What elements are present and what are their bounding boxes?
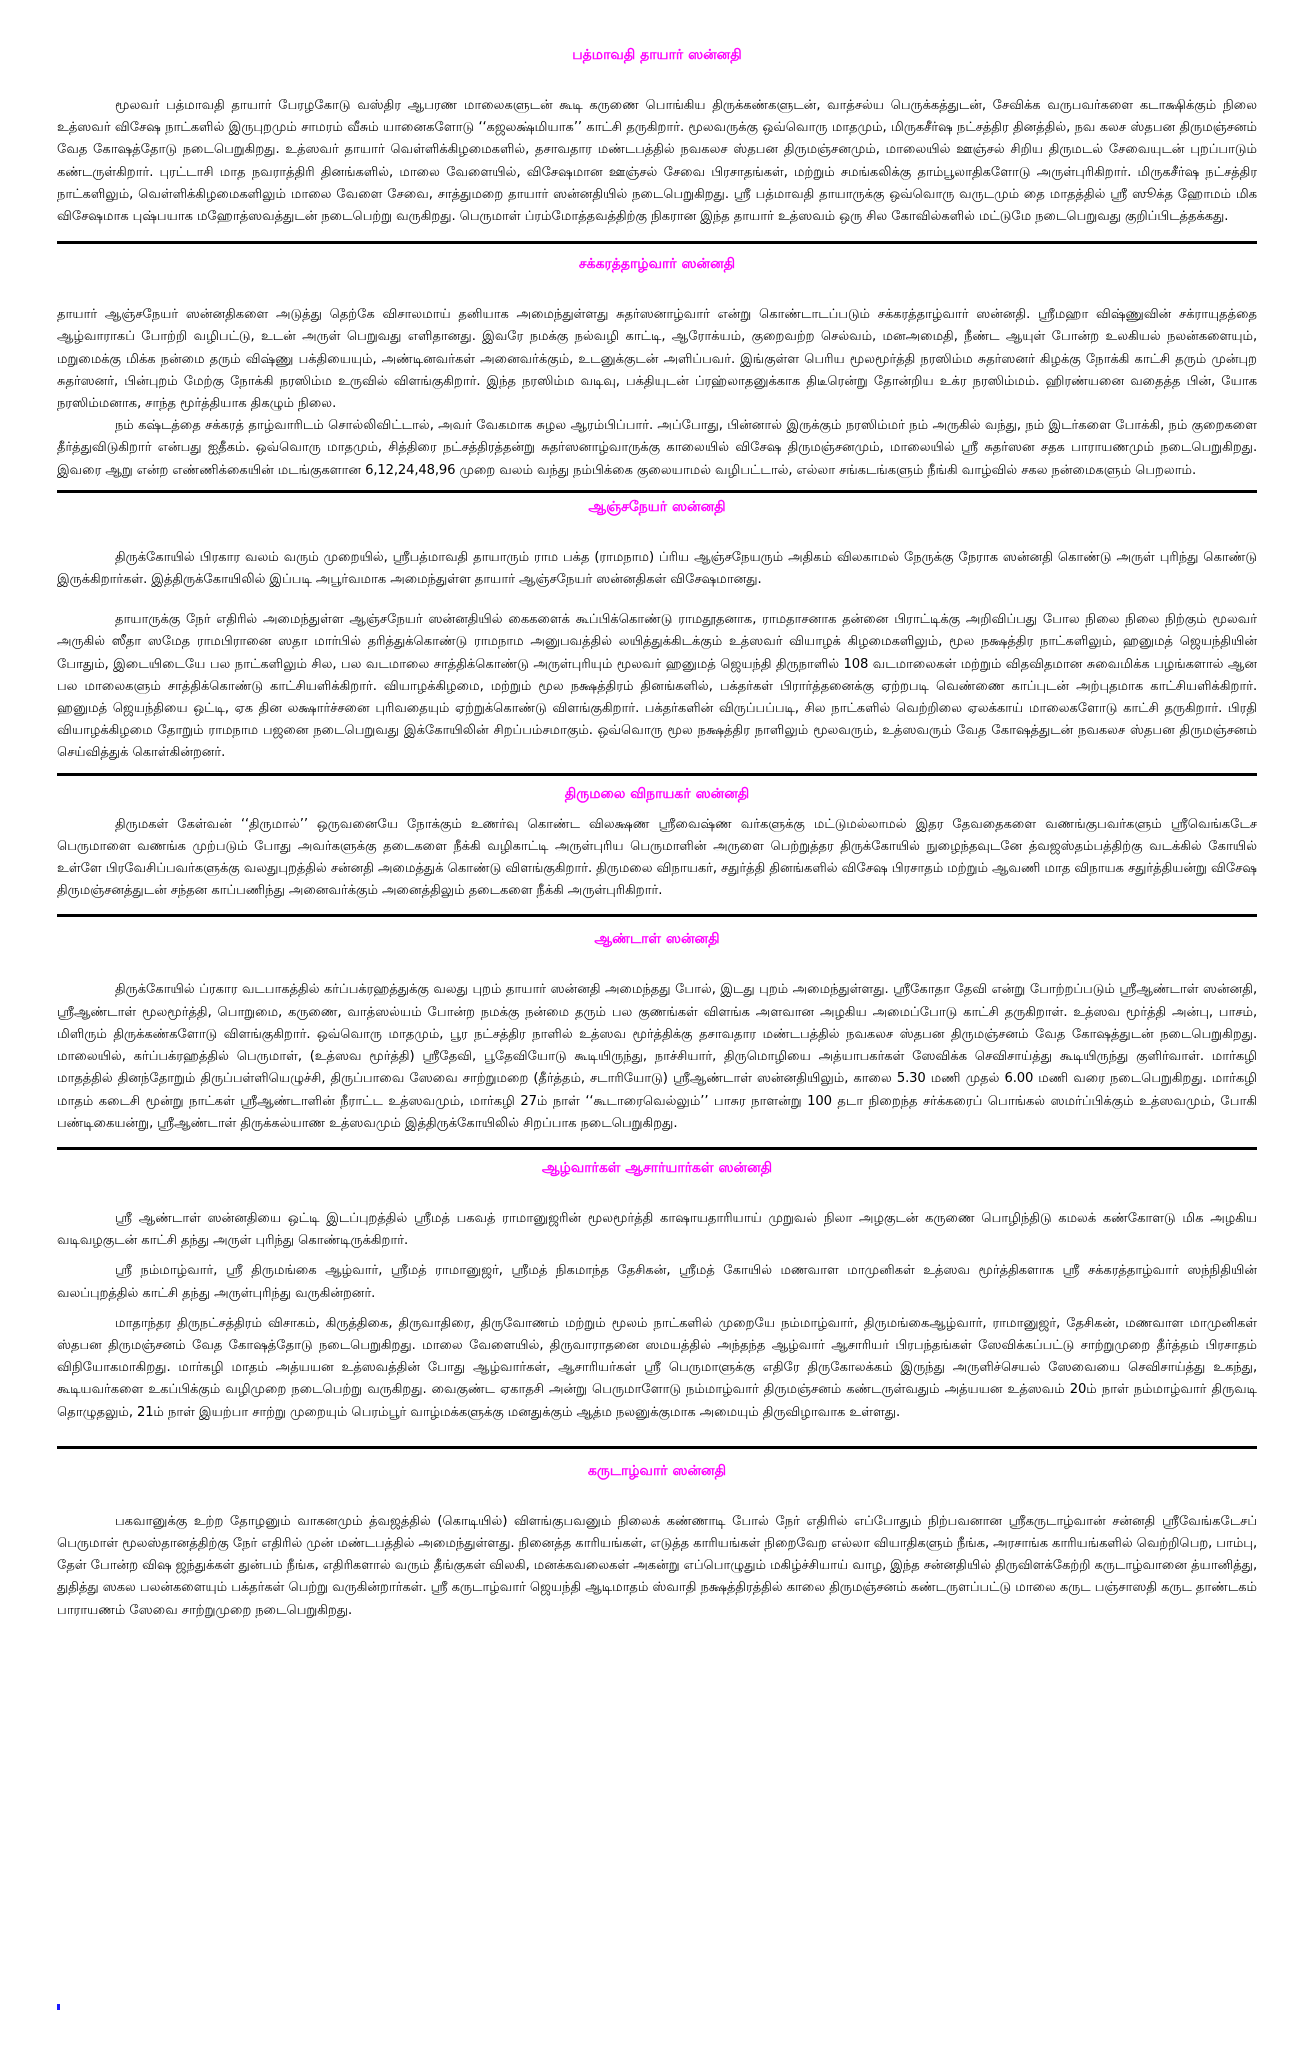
section-paragraph: மாதாந்தர திருநட்சத்திரம் விசாகம், கிருத்திகை, திருவாதிரை, திருவோணம் மற்றும் மூலம் நாட்களில் முறையே நம்மாழ்வார், திருமங்கைஆழ்வார், ராமானுஜர், தேசிகன், மணவாள மாமுனிகள் ஸ்தபன திருமஞ்சனம் வேத கோஷத்தோடு நடைபெறுகிறது. மாலை வேளையில், திருவாராதனை ஸமயத்தில் அந்தந்த ஆழ்வார் ஆசாரியர் பிரபந்தங்கள் ஸேவிக்கப்பட்டு சாற்றுமுறை தீர்த்தம் பிரசாதம் விநியோகமாகிறது. மார்கழி மாதம் அத்யயன உத்ஸவத்தின் போது ஆழ்வார்கள், ஆசாரியர்கள் ஸ்ரீ பெருமாளுக்கு எதிரே திருகோலக்கம் இருந்து அருளிச்செயல் ஸேவையை செவிசாய்த்து உகந்து, கூடியவர்களை உகப்பிக்கும் வழிமுறை நடைபெற்று வருகிறது. வைகுண்ட ஏகாதசி அன்று பெருமாளோடு நம்மாழ்வார் திருமஞ்சனம் கண்டருள்வதும் அத்யயன உத்ஸவம் 20ம் நாள் நம்மாழ்வார் திருவடி தொழுதலும், 21ம் நாள் இயற்பா சாற்று முறையும் பெரம்பூர் வாழ்மக்களுக்கு மனதுக்கும் ஆத்ம நலனுக்குமாக அமையும் திருவிழாவாக உள்ளது. (57, 1315, 1257, 1420)
section-chakkarathazhwar (57, 244, 1257, 493)
section-garudazhwar (57, 1449, 1257, 1622)
section-heading: கருடாழ்வார் ஸன்னதி (587, 1462, 727, 1479)
cursor-mark (57, 2004, 60, 2010)
section-padmavathi-thayar (57, 0, 1257, 244)
section-paragraph: திருக்கோயில் பிரகார வலம் வரும் முறையில், ஸ்ரீபத்மாவதி தாயாரும் ராம பக்த (ராமநாம) ப்ரிய ஆஞ்சநேயரும் அதிகம் விலகாமல் நேருக்கு நேராக ஸன்னதி கொண்டு அருள் புரிந்து கொண்டு இருக்கிறார்கள். இத்திருக்கோயிலில் இப்படி அபூர்வமாக அமைந்துள்ள தாயார் ஆஞ்சநேயர் ஸன்னதிகள் விசேஷமானது. (57, 549, 1257, 588)
section-paragraph: தாயாருக்கு நேர் எதிரில் அமைந்துள்ள ஆஞ்சநேயர் ஸன்னதியில் கைகளைக் கூப்பிக்கொண்டு ராமதூதனாக, ராமதாசனாக தன்னை பிராட்டிக்கு அறிவிப்பது போல நிலை நிலை நிற்கும் மூலவர் அருகில் ஸீதா ஸமேத ராமபிரானை ஸதா மார்பில் தரித்துக்கொண்டு ராமநாம அனுபவத்தில் லயித்துக்கிடக்கும் உத்ஸவர் வியாழக் கிழமைகளிலும், மூல நக்ஷத்திர நாட்களிலும், ஹனுமத் ஜெயந்தியின் போதும், இடையிடையே பல நாட்களிலும் சில, பல வடமாலை சாத்திக்கொண்டு அருள்புரியும் மூலவர் ஹனுமத் ஜெயந்தி திருநாளில் 108 வடமாலைகள் மற்றும் விதவிதமான சுவைமிக்க பழங்களால் ஆன பல மாலைகளும் சாத்திக்கொண்டு காட்சியளிக்கிறார். வியாழக்கிழமை, மற்றும் மூல நக்ஷத்திரம் தினங்களில், பக்தர்கள் பிரார்த்தனைக்கு ஏற்றபடி வெண்ணை காப்புடன் அற்புதமாக காட்சியளிக்கிறார். ஹனுமத் ஜெயந்தியை ஒட்டி, ஏக தின லக்ஷார்ச்சனை புரிவதையும் ஏற்றுக்கொண்டு விளங்குகிறார். பக்தர்களின் விருப்பப்படி, சில நாட்களில் வெற்றிலை ஏலக்காய் மாலைகளோடு காட்சி தருகிறார். பிரதி வியாழக்கிழமை தோறும் ராமநாம பஜனை நடைபெறுவது இக்கோயிலின் சிறப்பம்சமாகும். ஒவ்வொரு மூல நக்ஷத்திர நாளிலும் மூலவரும், உத்ஸவரும் வேத கோஷத்துடன் நவகலச ஸ்தபன திருமஞ்சனம் செய்வித்துக் கொள்கின்றனர். (57, 612, 1257, 761)
section-andal (57, 917, 1257, 1149)
section-paragraph: ஸ்ரீ ஆண்டாள் ஸன்னதியை ஒட்டி இடப்புறத்தில் ஸ்ரீமத் பகவத் ராமானுஜரின் மூலமூர்த்தி காஷாயதாரியாய் முறுவல் நிலா அழகுடன் கருணை பொழிந்திடு கமலக் கண்கோளடு மிக அழகிய வடிவழகுடன் காட்சி தந்து அருள் புரிந்து கொண்டிருக்கிறார். (57, 1210, 1257, 1249)
section-paragraph: பகவானுக்கு உற்ற தோழனும் வாகனமும் த்வஜத்தில் (கொடியில்) விளங்குபவனும் நிலைக் கண்ணாடி போல் நேர் எதிரில் எப்போதும் நிற்பவனான ஸ்ரீகருடாழ்வான் சன்னதி ஸ்ரீவேங்கடேசப் பெருமாள் மூலஸ்தானத்திற்கு நேர் எதிரில் முன் மண்டபத்தில் அமைந்துள்ளது. நினைத்த காரியங்கள், எடுத்த காரியங்கள் நிறைவேற எல்லா வியாதிகளும் நீங்க, அரசாங்க காரியங்களில் வெற்றிபெற, பாம்பு, தேள் போன்ற விஷ ஜந்துக்கள் துன்பம் நீங்க, எதிரிகளால் வரும் தீங்குகள் விலகி, மனக்கவலைகள் அகன்று எப்பொழுதும் மகிழ்ச்சியாய் வாழ, இந்த சன்னதியில் திருவிளக்கேற்றி கருடாழ்வானை த்யானித்து, துதித்து ஸகல பலன்களையும் பக்தர்கள் பெற்று வருகின்றார்கள். ஸ்ரீ கருடாழ்வார் ஜெயந்தி ஆடிமாதம் ஸ்வாதி நக்ஷத்திரத்தில் காலை திருமஞ்சனம் கண்டருளப்பட்டு மாலை கருட பஞ்சாஸதி கருட தாண்டகம் பாராயணம் ஸேவை சாற்றுமுறை நடைபெறுகிறது. (57, 1513, 1257, 1618)
section-paragraph: ஸ்ரீ நம்மாழ்வார், ஸ்ரீ திருமங்கை ஆழ்வார், ஸ்ரீமத் ராமானுஜர், ஸ்ரீமத் நிகமாந்த தேசிகன், ஸ்ரீமத் கோயில் மணவாள மாமுனிகள் உத்ஸவ மூர்த்திகளாக ஸ்ரீ சக்கரத்தாழ்வார் ஸந்நிதியின் வலப்புறத்தில் காட்சி தந்து அருள்புரிந்து வருகின்றனர். (57, 1263, 1257, 1301)
section-heading: திருமலை விநாயகர் ஸன்னதி (564, 785, 750, 802)
section-paragraph: மூலவர் பத்மாவதி தாயார் பேரழகோடு வஸ்திர ஆபரண மாலைகளுடன் கூடி கருணை பொங்கிய திருக்கண்களுடன், வாத்சல்ய பெருக்கத்துடன், சேவிக்க வருபவர்களை கடாக்ஷிக்கும் நிலை உத்ஸவர் விசேஷ நாட்களில் இருபுறமும் சாமரம் வீசும் யானைகளோடு ‘‘கஜலக்ஷ்மியாக’’ காட்சி தருகிறார். மூலவருக்கு ஒவ்வொரு மாதமும், மிருகசீர்ஷ நட்சத்திர தினத்தில், நவ கலச ஸ்தபன திருமஞ்சனம் வேத கோஷத்தோடு நடைபெறுகிறது. உத்ஸவர் தாயார் வெள்ளிக்கிழமைகளில், தசாவதார மண்டபத்தில் நவகலச ஸ்தபன திருமஞ்சனமும், மாலையில் ஊஞ்சல் சிறிய திருமடல் சேவையுடன் புறப்பாடும் கண்டருள்கிறார். புரட்டாசி மாத நவராத்திரி தினங்களில், மாலை வேளையில், விசேஷமான ஊஞ்சல் சேவை பிரசாதங்கள், மற்றும் சமங்கலிக்கு தாம்பூலாதிகளோடு அருள்புரிகிறார். மிருகசீர்ஷ நட்சத்திர நாட்களிலும், வெள்ளிக்கிழமைகளிலும் மாலை வேளை சேவை, சாத்துமறை தாயார் ஸன்னதியில் நடைபெறுகிறது. ஸ்ரீ பத்மாவதி தாயாருக்கு ஒவ்வொரு வருடமும் தை மாதத்தில் ஸ்ரீ ஸூக்த ஹோமம் மிக விசேஷமாக புஷ்பயாக மஹோத்ஸவத்துடன் நடைபெற்று வருகிறது. பெருமாள் ப்ரம்மோத்தவத்திற்கு நிகரான இந்த தாயார் உத்ஸவம் ஒரு சில கோவில்களில் மட்டுமே நடைபெறுவது குறிப்பிடத்தக்கது. (57, 98, 1257, 225)
section-heading: பத்மாவதி தாயார் ஸன்னதி (572, 47, 742, 63)
section-heading: ஆஞ்சநேயர் ஸன்னதி (588, 498, 726, 515)
section-thirumalai-vinayagar (57, 776, 1257, 918)
section-paragraph: தாயார் ஆஞ்சநேயர் ஸன்னதிகளை அடுத்து தெற்கே விசாலமாய் தனியாக அமைந்துள்ளது சுதர்ஸனாழ்வார் என்று கொண்டாடப்படும் சக்கரத்தாழ்வார் ஸன்னதி. ஸ்ரீமஹா விஷ்ணுவின் சக்ராயுதத்தை ஆழ்வாராகப் போற்றி வழிபட்டு, உடன் அருள் பெறுவது எளிதானது. இவரே நமக்கு நல்வழி காட்டி, ஆரோக்யம், குறைவற்ற செல்வம், மனஅமைதி, நீண்ட ஆயுள் போன்ற உலகியல் நலன்களையும், மறுமைக்கு மிக்க நன்மை தரும் விஷ்ணு பக்தியையும், அண்டினவர்கள் அனைவர்க்கும், உடனுக்குடன் அளிப்பவர். இங்குள்ள பெரிய மூலமூர்த்தி நரஸிம்ம சுதர்ஸனர் கிழக்கு நோக்கி காட்சி தரும் முன்புற சுதர்ஸனர், பின்புறம் மேற்கு நோக்கி நரஸிம்ம உருவில் விளங்குகிறார். இந்த நரஸிம்ம வடிவு, பக்தியுடன் ப்ரஹ்லாதனுக்காக திடீரென்று தோன்றிய உக்ர நரஸிம்மம். ஹிரண்யனை வதைத்த பின், யோக நரஸிம்மனாக, சாந்த மூர்த்தியாக திகழும் நிலை. (57, 307, 1257, 412)
section-heading: ஆழ்வார்கள் ஆசார்யார்கள் ஸன்னதி (541, 1159, 773, 1176)
section-azhwargal-acharyargal (57, 1150, 1257, 1449)
document-page (57, 0, 1257, 1622)
section-paragraph: திருமகள் கேள்வன் ‘‘திருமால்’’ ஒருவனையே நோக்கும் உணர்வு கொண்ட விலக்ஷண ஸ்ரீவைஷ்ண வர்களுக்கு மட்டுமல்லாமல் இதர தேவதைகளை வணங்குபவர்களும் ஸ்ரீவெங்கடேச பெருமாளை வணங்க முற்படும் போது அவர்களுக்கு தடைகளை நீக்கி வழிகாட்டி அருள்புரிய பெருமாளின் அருளை பெற்றுத்தர திருக்கோயில் நுழைந்தவுடனே த்வஜஸ்தம்பத்திற்கு வடக்கில் கோயில் உள்ளே பிரவேசிப்பவர்களுக்கு வலதுபுறத்தில் சன்னதி அமைத்துக் கொண்டு விளங்குகிறார். திருமலை விநாயகர், சதுர்த்தி தினங்களில் விசேஷ பிரசாதம் மற்றும் ஆவணி மாத விநாயக சதுர்த்தியன்று விசேஷ திருமஞ்சனத்துடன் சந்தன காப்பணிந்து அனைவர்க்கும் அனைத்திலும் தடைகளை நீக்கி அருள்புரிகிறார். (57, 816, 1257, 899)
section-heading: சக்கரத்தாழ்வார் ஸன்னதி (578, 256, 736, 273)
section-paragraph: திருக்கோயில் ப்ரகார வடபாகத்தில் கர்ப்பக்ரஹத்துக்கு வலது புறம் தாயார் ஸன்னதி அமைந்தது போல், இடது புறம் அமைந்துள்ளது. ஸ்ரீகோதா தேவி என்று போற்றப்படும் ஸ்ரீஆண்டாள் ஸன்னதி, ஸ்ரீஆண்டாள் மூலமூர்த்தி, பொறுமை, கருணை, வாத்ஸல்யம் போன்ற நமக்கு நன்மை தரும் பல குணங்கள் விளங்க அளவான அழகிய அமைப்போடு காட்சி தருகிறாள். உத்ஸவ மூர்த்தி அன்பு, பாசம், மிளிரும் திருக்கண்களோடு விளங்குகிறார். ஒவ்வொரு மாதமும், பூர நட்சத்திர நாளில் உத்ஸவ மூர்த்திக்கு தசாவதார மண்டபத்தில் நவகலச ஸ்தபன திருமஞ்சனம் வேத கோஷத்துடன் நடைபெறுகிறது. மாலையில், கர்ப்பக்ரஹத்தில் பெருமாள், (உத்ஸவ மூர்த்தி) ஸ்ரீதேவி, பூதேவியோடு கூடியிருந்து, நாச்சியார், திருமொழியை அத்யாபகர்கள் ஸேவிக்க செவிசாய்த்து கூடியிருந்து குளிர்வாள். மார்கழி மாதத்தில் தினந்தோறும் திருப்பள்ளியெழுச்சி, திருப்பாவை ஸேவை சாற்றுமறை (தீர்த்தம், சடாரியோடு) ஸ்ரீஆண்டாள் ஸன்னதியிலும், காலை 5.30 மணி முதல் 6.00 மணி வரை நடைபெறுகிறது. மார்கழி மாதம் கடைசி மூன்று நாட்கள் ஸ்ரீஆண்டாளின் நீராட்ட உத்ஸவமும், மார்கழி 27ம் நாள் ‘‘கூடாரைவெல்லும்’’ பாசுர நாளன்று 100 தடா நிறைந்த சர்க்கரைப் பொங்கல் ஸமர்ப்பிக்கும் உத்ஸவமும், போகி பண்டிகையன்று, ஸ்ரீஆண்டாள் திருக்கல்யாண உத்ஸவமும் இத்திருக்கோயிலில் சிறப்பாக நடைபெறுகிறது. (57, 982, 1257, 1131)
section-paragraph: நம் கஷ்டத்தை சக்கரத் தாழ்வாரிடம் சொல்லிவிட்டால், அவர் வேகமாக சுழல ஆரம்பிப்பார். அப்போது, பின்னால் இருக்கும் நரஸிம்மர் நம் அருகில் வந்து, நம் இடர்களை போக்கி, நம் குறைகளை தீர்த்துவிடுகிறார் என்பது ஐதீகம். ஒவ்வொரு மாதமும், சித்திரை நட்சத்திரத்தன்று சுதர்ஸனாழ்வாருக்கு காலையில் விசேஷ திருமஞ்சனமும், மாலையில் ஸ்ரீ சுதர்ஸன சதக பாராயணமும் நடைபெறுகிறது. இவரை ஆறு என்ற எண்ணிக்கையின் மடங்குகளான 6,12,24,48,96 முறை வலம் வந்து நம்பிக்கை குலையாமல் வழிபட்டால், எல்லா சங்கடங்களும் நீங்கி வாழ்வில் சகல நன்மைகளும் பெறலாம். (57, 418, 1257, 478)
section-heading: ஆண்டாள் ஸன்னதி (594, 931, 720, 948)
section-anjaneyar (57, 493, 1257, 776)
